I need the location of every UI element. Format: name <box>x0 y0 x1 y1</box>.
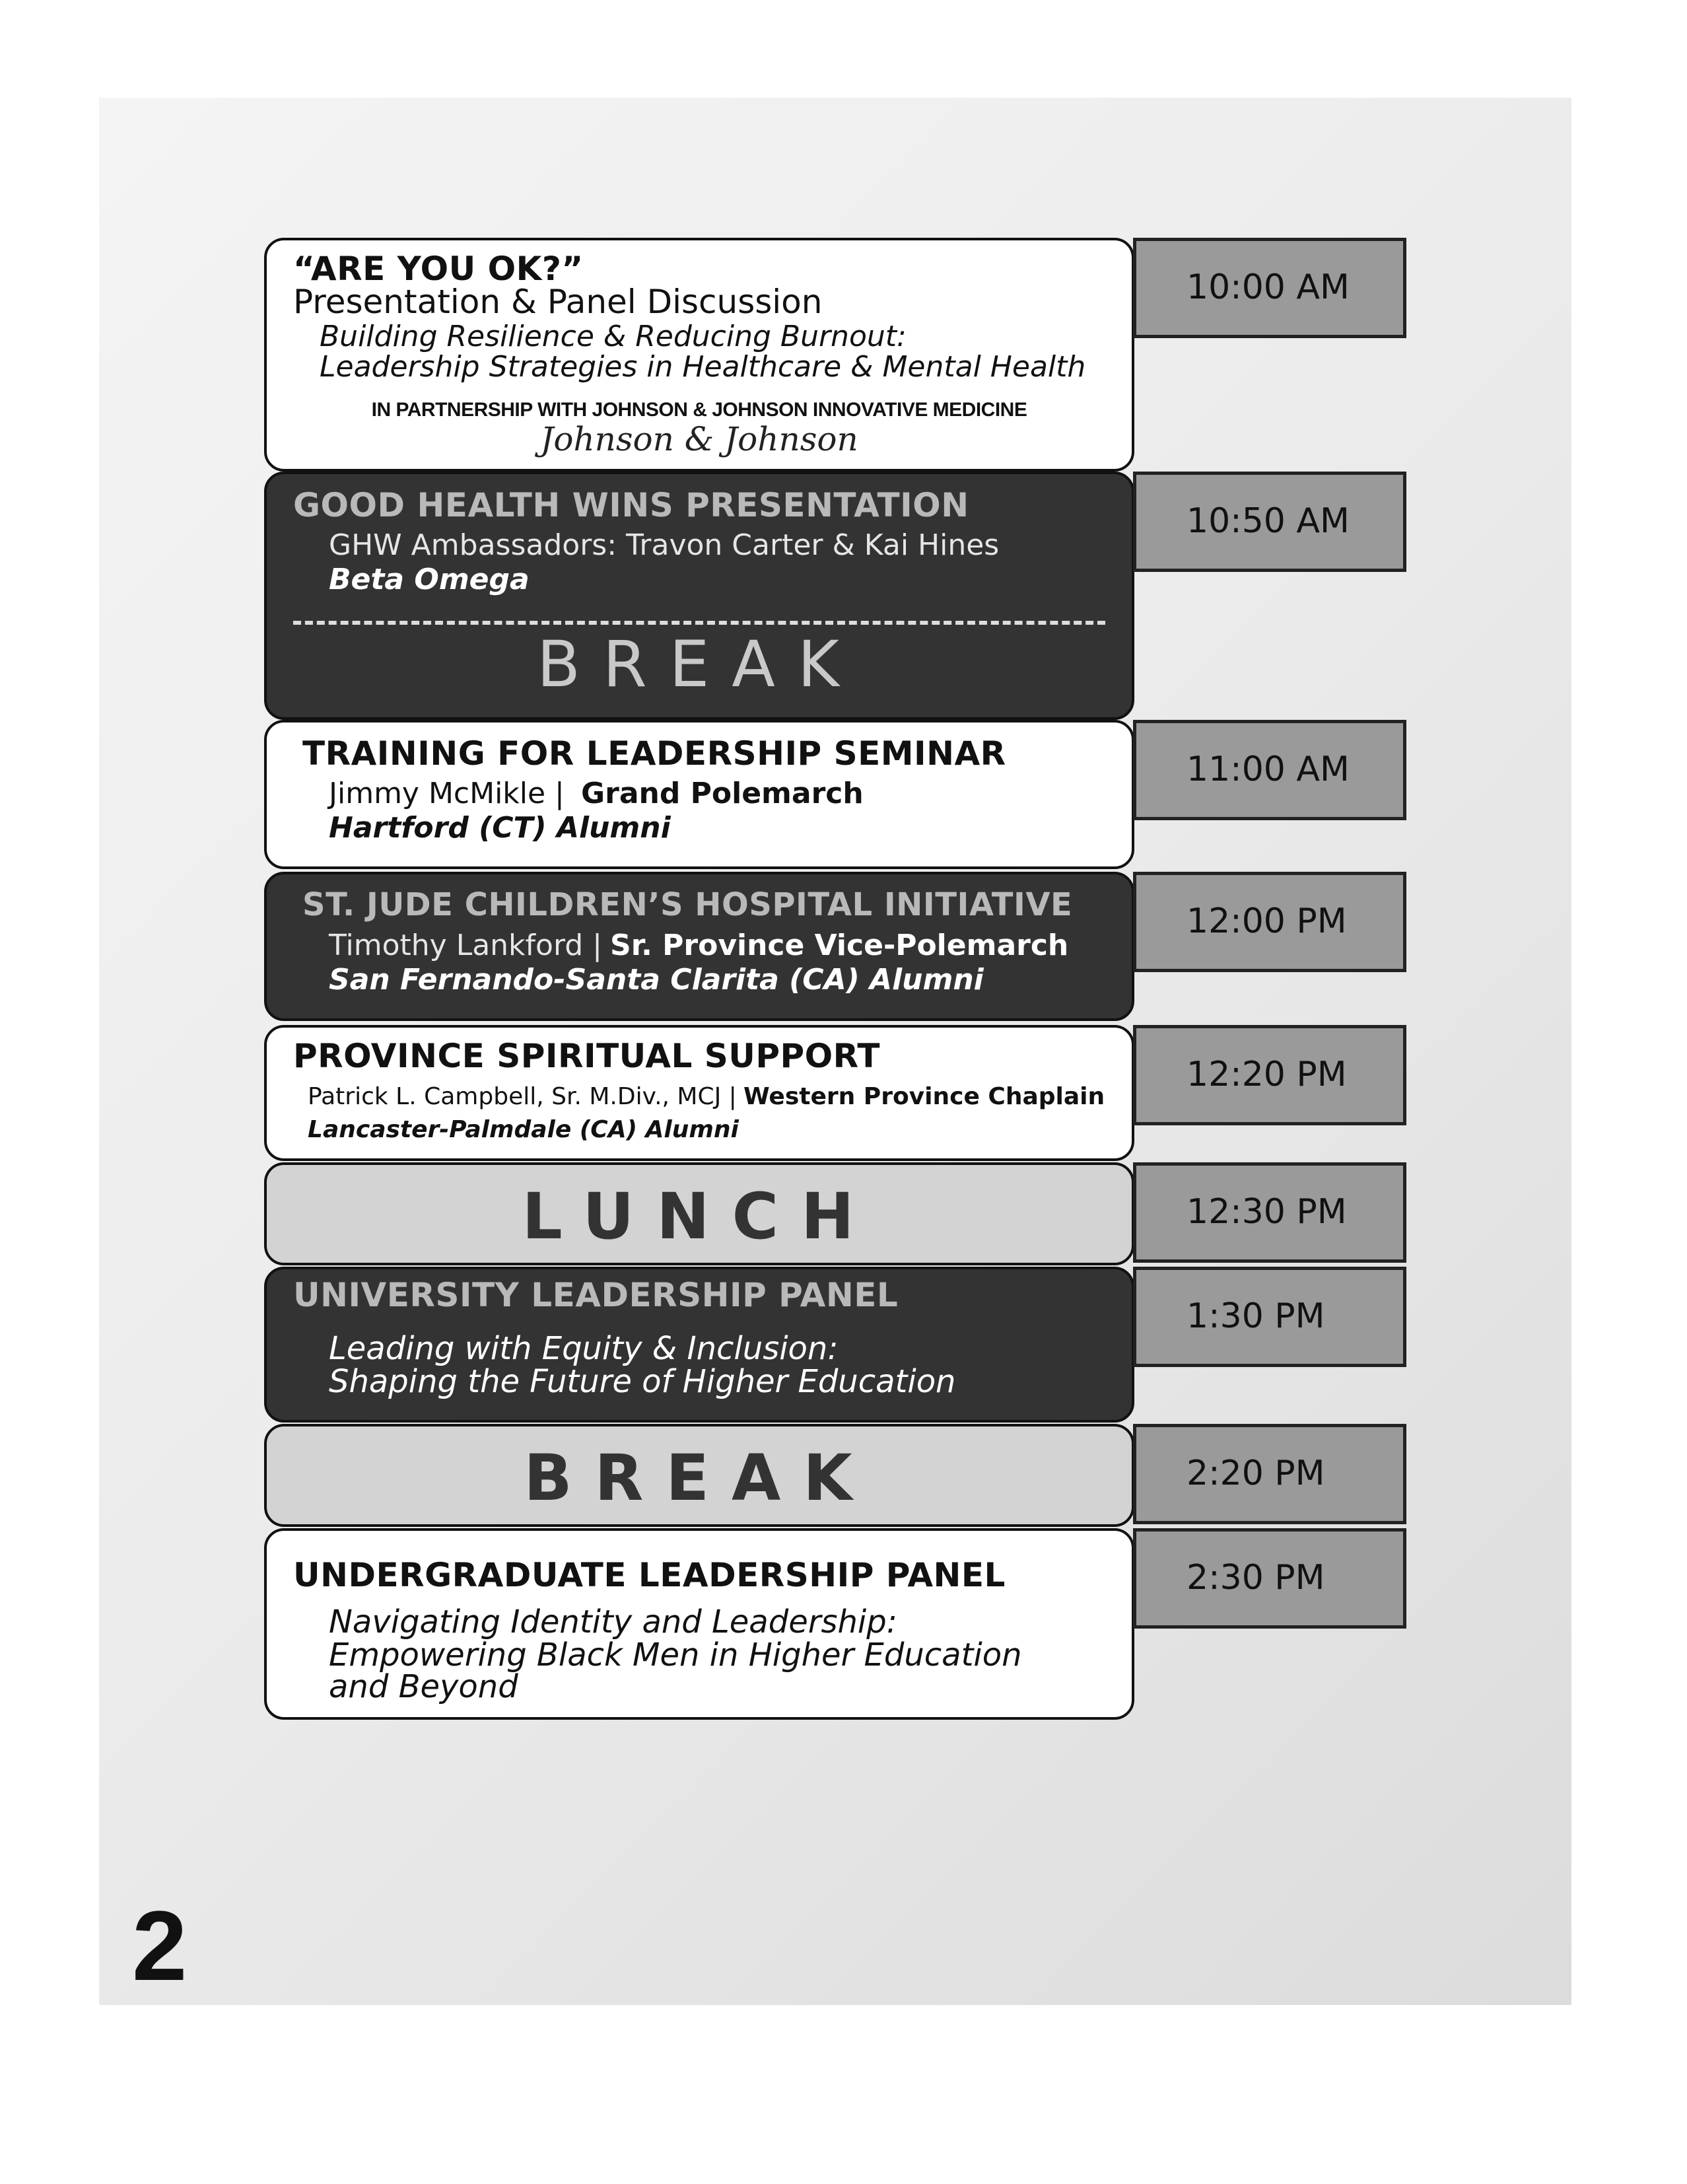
break-label: BREAK <box>537 627 862 701</box>
session-title: GOOD HEALTH WINS PRESENTATION <box>293 486 969 524</box>
lunch-label: LUNCH <box>522 1180 877 1253</box>
session-title: ST. JUDE CHILDREN’S HOSPITAL INITIATIVE <box>302 886 1073 923</box>
session-time: 2:30 PM <box>1133 1528 1406 1629</box>
session-chapter: Beta Omega <box>329 563 530 596</box>
session-time: 12:20 PM <box>1133 1025 1406 1125</box>
session-speakers: GHW Ambassadors: Travon Carter & Kai Hines <box>329 528 1000 562</box>
speaker-role: Western Province Chaplain <box>743 1083 1105 1110</box>
session-time: 10:50 AM <box>1133 472 1406 572</box>
session-time: 1:30 PM <box>1133 1267 1406 1367</box>
lunch-card <box>264 1162 1134 1265</box>
session-description-line1: Leading with Equity & Inclusion: <box>329 1330 839 1367</box>
speaker-name: Patrick L. Campbell, Sr. M.Div., MCJ | <box>308 1083 737 1110</box>
session-title: UNIVERSITY LEADERSHIP PANEL <box>293 1276 899 1314</box>
session-chapter: Hartford (CT) Alumni <box>329 811 671 845</box>
session-chapter: Lancaster-Palmdale (CA) Alumni <box>308 1116 739 1143</box>
session-time: 2:20 PM <box>1133 1424 1406 1524</box>
session-time: 11:00 AM <box>1133 720 1406 820</box>
session-description-line1: Building Resilience & Reducing Burnout: <box>320 320 907 353</box>
session-title: PROVINCE SPIRITUAL SUPPORT <box>293 1037 880 1075</box>
session-subtitle: Presentation & Panel Discussion <box>293 283 823 321</box>
session-chapter: San Fernando-Santa Clarita (CA) Alumni <box>329 963 984 997</box>
session-card-st-jude <box>264 872 1134 1021</box>
divider <box>293 621 1105 625</box>
partnership-note: IN PARTNERSHIP WITH JOHNSON & JOHNSON INNOVATIVE MEDICINE <box>371 399 1027 421</box>
session-description-line2: Shaping the Future of Higher Education <box>329 1363 956 1400</box>
session-description-line1: Navigating Identity and Leadership: <box>329 1603 897 1640</box>
session-description-line2: Leadership Strategies in Healthcare & Mental Health <box>320 350 1086 384</box>
session-time: 12:30 PM <box>1133 1162 1406 1263</box>
speaker-role: Sr. Province Vice-Polemarch <box>610 929 1069 962</box>
session-card-are-you-ok <box>264 238 1134 472</box>
session-time: 10:00 AM <box>1133 238 1406 338</box>
johnson-and-johnson-logo: Johnson & Johnson <box>540 420 858 458</box>
speaker-name: Timothy Lankford | <box>329 929 603 962</box>
session-time: 12:00 PM <box>1133 872 1406 972</box>
speaker-name: Jimmy McMikle | <box>329 777 565 810</box>
session-card-undergraduate-leadership <box>264 1528 1134 1720</box>
session-card-training-for-leadership <box>264 720 1134 869</box>
session-card-university-leadership <box>264 1267 1134 1423</box>
session-card-spiritual-support <box>264 1025 1134 1161</box>
session-description-line2: Empowering Black Men in Higher Education <box>329 1637 1022 1673</box>
session-card-good-health-wins <box>264 472 1134 720</box>
break-label: BREAK <box>524 1441 875 1515</box>
speaker-role: Grand Polemarch <box>581 777 864 810</box>
session-title: UNDERGRADUATE LEADERSHIP PANEL <box>293 1556 1006 1594</box>
session-title: TRAINING FOR LEADERSHIP SEMINAR <box>302 734 1006 773</box>
break-card <box>264 1424 1134 1527</box>
session-description-line3: and Beyond <box>329 1668 518 1705</box>
page-number: 2 <box>132 1890 188 2001</box>
session-title: “ARE YOU OK?” <box>293 250 584 288</box>
